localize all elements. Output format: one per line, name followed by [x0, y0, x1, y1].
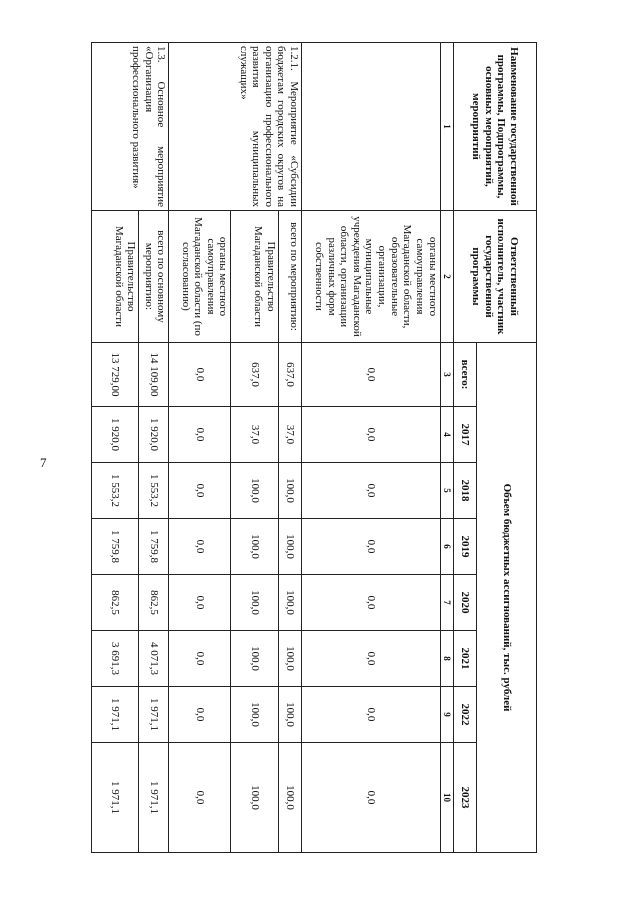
row-year-value-cell: 0,0: [169, 743, 231, 853]
row-executor-cell: всего по мероприятию:: [278, 211, 302, 343]
budget-table: [91, 42, 537, 853]
header-name: Наименование государственной программы, Подпрограммы, основных мероприятий, мероприятий: [453, 43, 536, 211]
row-year-value-cell: 1 971,1: [92, 687, 139, 743]
row-year-value-cell: 37,0: [278, 407, 302, 463]
row-executor-cell: всего по основному мероприятию:: [139, 211, 169, 343]
row-year-value-cell: 1 553,2: [139, 463, 169, 519]
row-year-value-cell: 0,0: [302, 407, 441, 463]
row-year-value-cell: 100,0: [278, 575, 302, 631]
column-number: 9: [440, 687, 453, 743]
column-number: 3: [440, 343, 453, 407]
row-executor-cell: органы местного самоуправления Магаданской области (по согласованию): [169, 211, 231, 343]
column-number: 8: [440, 631, 453, 687]
row-year-value-cell: 100,0: [231, 463, 278, 519]
row-year-value-cell: 100,0: [278, 463, 302, 519]
budget-table-sheet: [91, 42, 537, 852]
header-year: 2020: [453, 575, 477, 631]
header-total: всего:: [453, 343, 477, 407]
row-total-cell: 13 729,00: [92, 343, 139, 407]
row-name-cell: 1.2.1. Мероприятие «Субсидии бюджетам городских округов на организацию профессионального развития муниципальных служащих»: [169, 43, 302, 211]
row-executor-cell: Правительство Магаданской области: [231, 211, 278, 343]
row-year-value-cell: 0,0: [169, 407, 231, 463]
header-year: 2022: [453, 687, 477, 743]
page-number: 7: [40, 455, 47, 470]
column-number: 2: [440, 211, 453, 343]
row-year-value-cell: 100,0: [231, 631, 278, 687]
row-total-cell: 637,0: [278, 343, 302, 407]
row-year-value-cell: 100,0: [231, 575, 278, 631]
row-year-value-cell: 1 553,2: [92, 463, 139, 519]
row-year-value-cell: 0,0: [302, 519, 441, 575]
row-total-cell: 0,0: [302, 343, 441, 407]
column-number: 6: [440, 519, 453, 575]
row-year-value-cell: 0,0: [302, 463, 441, 519]
row-executor-cell: органы местного самоуправления Магаданской области, образовательные организации, муниципальные учреждения Магаданской области, организации различных форм собственности: [302, 211, 441, 343]
row-year-value-cell: 100,0: [278, 631, 302, 687]
row-year-value-cell: 100,0: [231, 687, 278, 743]
row-total-cell: 14 109,00: [139, 343, 169, 407]
row-year-value-cell: 0,0: [302, 631, 441, 687]
table-row: [278, 43, 302, 853]
row-year-value-cell: 862,5: [139, 575, 169, 631]
row-year-value-cell: 100,0: [231, 743, 278, 853]
row-executor-cell: Правительство Магаданской области: [92, 211, 139, 343]
column-number: 10: [440, 743, 453, 853]
row-name-cell: [302, 43, 441, 211]
row-year-value-cell: 3 691,3: [92, 631, 139, 687]
row-year-value-cell: 0,0: [169, 687, 231, 743]
header-year: 2023: [453, 743, 477, 853]
row-name-cell: 1.3. Основное мероприятие «Организация профессионального развития»: [92, 43, 169, 211]
row-year-value-cell: 1 759,8: [92, 519, 139, 575]
header-year: 2017: [453, 407, 477, 463]
row-year-value-cell: 100,0: [278, 519, 302, 575]
column-number: 1: [440, 43, 453, 211]
row-total-cell: 637,0: [231, 343, 278, 407]
header-executor: Ответственный исполнитель, участник государственной программы: [453, 211, 536, 343]
row-year-value-cell: 0,0: [302, 743, 441, 853]
row-year-value-cell: 0,0: [302, 575, 441, 631]
row-year-value-cell: 100,0: [278, 743, 302, 853]
column-number: 5: [440, 463, 453, 519]
column-number: 4: [440, 407, 453, 463]
row-year-value-cell: 100,0: [278, 687, 302, 743]
row-year-value-cell: 1 759,8: [139, 519, 169, 575]
row-year-value-cell: 4 071,3: [139, 631, 169, 687]
row-year-value-cell: 1 971,1: [92, 743, 139, 853]
header-budget-group: Объем бюджетных ассигнований, тыс. рублей: [477, 343, 537, 853]
column-number: 7: [440, 575, 453, 631]
row-year-value-cell: 0,0: [169, 463, 231, 519]
row-year-value-cell: 862,5: [92, 575, 139, 631]
table-row: [302, 43, 441, 853]
header-year: 2021: [453, 631, 477, 687]
header-year: 2018: [453, 463, 477, 519]
row-year-value-cell: 0,0: [302, 687, 441, 743]
row-year-value-cell: 37,0: [231, 407, 278, 463]
table-row: [139, 43, 169, 853]
row-year-value-cell: 0,0: [169, 631, 231, 687]
row-total-cell: 0,0: [169, 343, 231, 407]
row-year-value-cell: 0,0: [169, 575, 231, 631]
row-year-value-cell: 1 971,1: [139, 687, 169, 743]
row-year-value-cell: 0,0: [169, 519, 231, 575]
header-year: 2019: [453, 519, 477, 575]
row-year-value-cell: 1 971,1: [139, 743, 169, 853]
row-year-value-cell: 1 920,0: [92, 407, 139, 463]
row-year-value-cell: 1 920,0: [139, 407, 169, 463]
row-year-value-cell: 100,0: [231, 519, 278, 575]
